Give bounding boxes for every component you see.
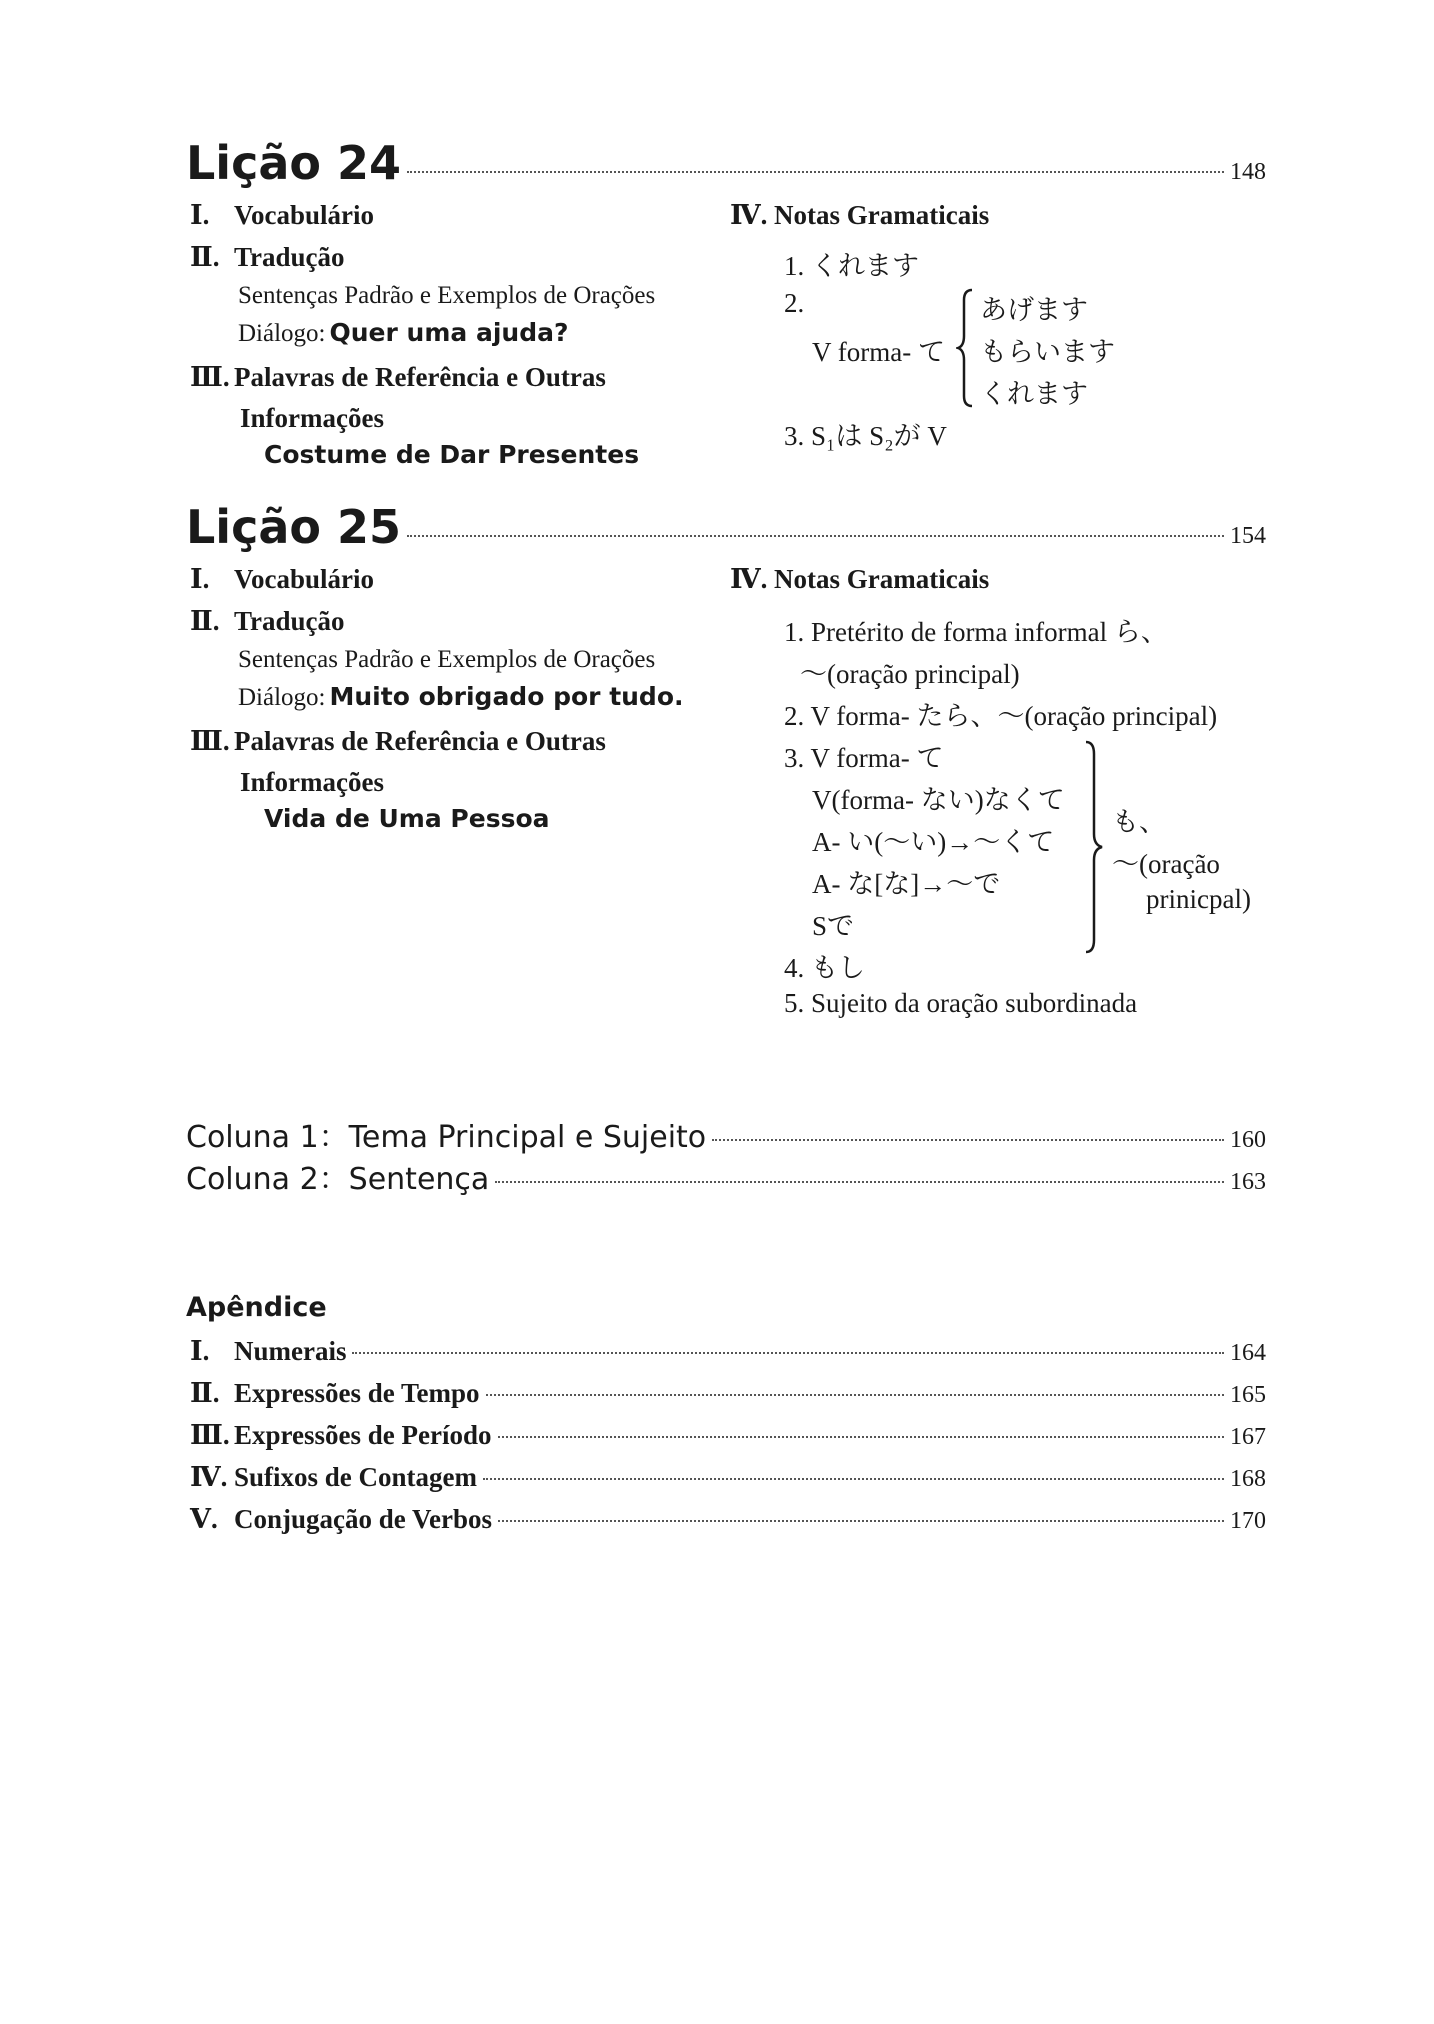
dot-leader	[486, 1394, 1224, 1396]
l24-note-3: 3. S₁は S₂が V	[784, 421, 947, 451]
l24-note-2-opt1: あげます	[980, 295, 1088, 325]
l25-note-5: 5. Sujeito da oração subordinada	[784, 988, 1138, 1018]
l25-note-3-r2: ～(oração	[1112, 849, 1220, 879]
l24-reference-item[interactable]: Ⅲ. Palavras de Referência e Outras	[190, 362, 606, 392]
l25-note-3-3: A- い(～い)→～くて	[812, 827, 1055, 857]
l24-grammar-item[interactable]: Ⅳ. Notas Gramaticais	[730, 200, 990, 230]
lesson25-page: 154	[1230, 523, 1266, 549]
curly-brace-icon	[1082, 740, 1104, 954]
l25-note-3-1: 3. V forma- て	[784, 743, 944, 773]
dot-leader	[407, 171, 1224, 173]
l25-note-3-4: A- な[な]→～で	[812, 869, 1001, 899]
dot-leader	[352, 1352, 1224, 1354]
curly-brace-icon	[956, 288, 976, 408]
appendix-item[interactable]: Ⅴ. Conjugação de Verbos 170	[190, 1504, 1266, 1534]
dot-leader	[407, 535, 1224, 537]
dot-leader	[712, 1139, 1224, 1141]
l25-note-2: 2. V forma- たら、～(oração principal)	[784, 701, 1218, 731]
l25-reference-item-line2: Informações	[240, 767, 384, 797]
l25-grammar-item[interactable]: Ⅳ. Notas Gramaticais	[730, 564, 990, 594]
l24-note-2-opt2: もらいます	[980, 337, 1115, 367]
l24-dialogue-title: Quer uma ajuda?	[329, 318, 569, 347]
lesson24-title: Lição 24	[186, 136, 402, 190]
l25-note-1b: ～(oração principal)	[800, 659, 1020, 689]
lesson24-page: 148	[1230, 159, 1266, 185]
appendix-item[interactable]: Ⅱ. Expressões de Tempo 165	[190, 1378, 1266, 1408]
l25-note-3-5: Sで	[812, 911, 855, 941]
dot-leader	[498, 1436, 1225, 1438]
l24-sentences-sub: Sentenças Padrão e Exemplos de Orações	[238, 282, 656, 309]
l24-note-2-left: V forma- て	[812, 337, 945, 367]
l25-note-3-r3: prinicpal)	[1146, 884, 1251, 914]
appendix-item[interactable]: Ⅳ. Sufixos de Contagem 168	[190, 1462, 1266, 1492]
l24-reference-sub: Costume de Dar Presentes	[264, 440, 640, 469]
lesson25-heading[interactable]	[186, 500, 1266, 554]
l24-translation-item[interactable]: Ⅱ. Tradução	[190, 242, 345, 272]
l25-note-4: 4. もし	[784, 953, 865, 983]
l25-note-1a: 1. Pretérito de forma informal ら、	[784, 617, 1168, 647]
lesson24-heading[interactable]	[186, 136, 1266, 190]
l24-dialogue-sub: Diálogo: Quer uma ajuda?	[238, 318, 569, 347]
l25-dialogue-title: Muito obrigado por tudo.	[329, 682, 684, 711]
l25-note-3-r1: も、	[1112, 807, 1166, 837]
l24-note-2-opt3: くれます	[980, 379, 1088, 409]
dot-leader	[483, 1478, 1224, 1480]
l25-reference-sub: Vida de Uma Pessoa	[264, 804, 550, 833]
dot-leader	[495, 1181, 1224, 1183]
l24-note-2: 2.	[784, 288, 805, 318]
l25-reference-item[interactable]: Ⅲ. Palavras de Referência e Outras	[190, 726, 606, 756]
appendix-item[interactable]: Ⅰ. Numerais 164	[190, 1336, 1266, 1366]
l24-vocab-item[interactable]: Ⅰ. Vocabulário	[190, 200, 375, 230]
dot-leader	[498, 1520, 1224, 1522]
column-2-entry[interactable]: Coluna 2：Sentença 163	[186, 1162, 1266, 1197]
appendix-title: Apêndice	[186, 1292, 327, 1323]
column-1-entry[interactable]: Coluna 1：Tema Principal e Sujeito 160	[186, 1120, 1266, 1155]
appendix-item[interactable]: Ⅲ. Expressões de Período 167	[190, 1420, 1266, 1450]
l25-translation-item[interactable]: Ⅱ. Tradução	[190, 606, 345, 636]
lesson25-title: Lição 25	[186, 500, 402, 554]
l25-vocab-item[interactable]: Ⅰ. Vocabulário	[190, 564, 375, 594]
l24-note-1: 1. くれます	[784, 251, 919, 281]
l25-dialogue-sub: Diálogo: Muito obrigado por tudo.	[238, 682, 684, 711]
l25-sentences-sub: Sentenças Padrão e Exemplos de Orações	[238, 646, 656, 673]
l24-reference-item-line2: Informações	[240, 403, 384, 433]
l25-note-3-2: V(forma- ない)なくて	[812, 785, 1065, 815]
